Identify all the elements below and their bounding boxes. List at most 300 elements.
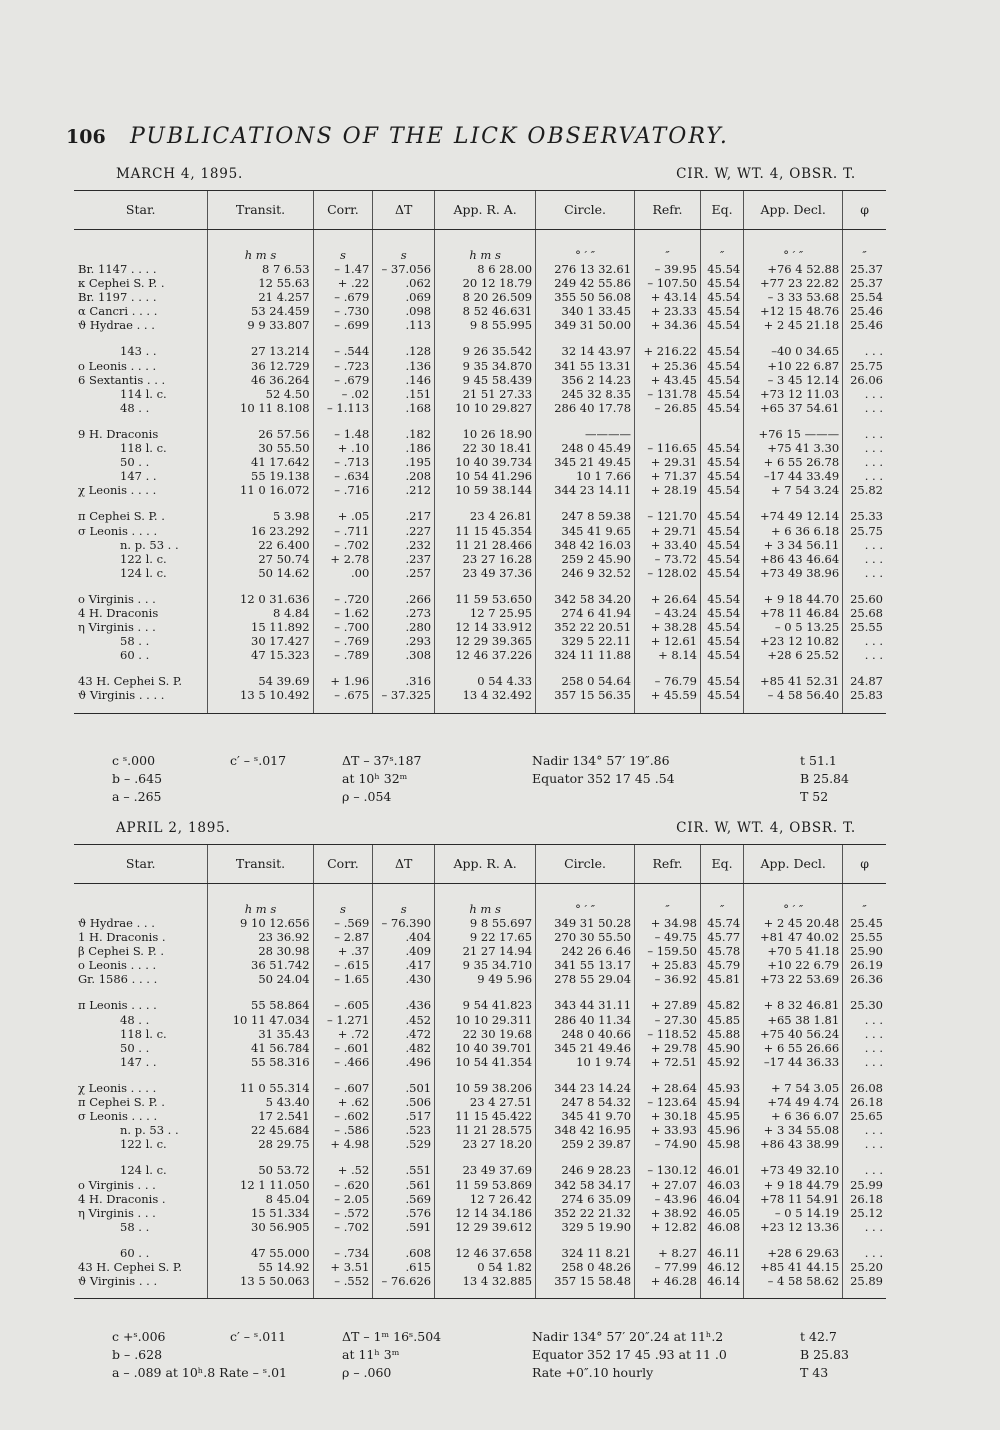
footer-temperature: T 43 — [800, 1365, 829, 1380]
spacer-cell — [435, 662, 536, 674]
spacer-cell — [536, 1151, 635, 1163]
transit-time: 10 11 8.108 — [208, 401, 313, 415]
latitude-phi: 25.33 — [843, 509, 886, 523]
apparent-declination: +78 11 54.91 — [744, 1192, 843, 1206]
circle-reading: 345 21 49.46 — [536, 1041, 635, 1055]
apparent-ra: 9 26 35.542 — [435, 344, 536, 358]
correction: – .620 — [313, 1178, 373, 1192]
spacer-cell — [208, 1234, 313, 1246]
transit-time: 12 0 31.636 — [208, 592, 313, 606]
refraction: + 27.07 — [635, 1178, 701, 1192]
transit-time: 53 24.459 — [208, 304, 313, 318]
apparent-declination: +74 49 4.74 — [744, 1095, 843, 1109]
correction: + .10 — [313, 441, 373, 455]
transit-time: 27 50.74 — [208, 552, 313, 566]
spacer-cell — [700, 415, 743, 427]
apparent-ra: 22 30 18.41 — [435, 441, 536, 455]
refraction: + 216.22 — [635, 344, 701, 358]
spacer-cell — [208, 662, 313, 674]
column-header: App. Decl. — [744, 191, 843, 230]
spacer-cell — [635, 415, 701, 427]
spacer-cell — [208, 1069, 313, 1081]
running-title: PUBLICATIONS OF THE LICK OBSERVATORY. — [130, 124, 729, 149]
transit-time: 28 29.75 — [208, 1137, 313, 1151]
circle-reading: 324 11 11.88 — [536, 648, 635, 662]
correction: – .466 — [313, 1055, 373, 1069]
apparent-ra: 13 4 32.492 — [435, 688, 536, 713]
star-name: n. p. 53 . . — [120, 537, 179, 552]
apparent-ra: 21 27 14.94 — [435, 944, 536, 958]
group-spacer — [74, 1151, 886, 1163]
delta-t: .529 — [373, 1137, 435, 1151]
footer-temperature: B 25.84 — [800, 771, 849, 786]
table-row — [74, 944, 886, 958]
circle-reading: 345 41 9.65 — [536, 524, 635, 538]
table-row — [74, 1055, 886, 1069]
delta-t: .168 — [373, 401, 435, 415]
star-name: 124 l. c. — [120, 565, 167, 580]
transit-time: 55 58.316 — [208, 1055, 313, 1069]
apparent-declination: + 6 55 26.66 — [744, 1041, 843, 1055]
refraction: + 45.59 — [635, 688, 701, 713]
footer-line — [112, 752, 892, 770]
correction: + 1.96 — [313, 674, 373, 688]
latitude-phi: 25.82 — [843, 483, 886, 497]
correction: – .675 — [313, 688, 373, 713]
star-name: η Virginis . . . — [78, 1205, 156, 1220]
transit-time: 9 10 12.656 — [208, 916, 313, 930]
spacer-cell — [700, 1151, 743, 1163]
unit-label: h m s — [208, 230, 313, 263]
latitude-phi: 25.55 — [843, 620, 886, 634]
apparent-declination: + 7 54 3.24 — [744, 483, 843, 497]
circle-reading: 286 40 17.78 — [536, 401, 635, 415]
latitude-phi: 25.46 — [843, 318, 886, 332]
apparent-ra: 12 46 37.658 — [435, 1246, 536, 1260]
equator-value: 45.85 — [700, 1013, 743, 1027]
refraction — [635, 427, 701, 441]
unit-label: h m s — [435, 230, 536, 263]
transit-time: 47 15.323 — [208, 648, 313, 662]
delta-t: .591 — [373, 1220, 435, 1234]
delta-t: .569 — [373, 1192, 435, 1206]
apparent-declination: +78 11 46.84 — [744, 606, 843, 620]
delta-t: .186 — [373, 441, 435, 455]
delta-t: .316 — [373, 674, 435, 688]
correction: – 1.271 — [313, 1013, 373, 1027]
refraction: + 38.92 — [635, 1206, 701, 1220]
apparent-ra: 10 10 29.311 — [435, 1013, 536, 1027]
section-header-april — [116, 820, 856, 842]
apparent-ra: 22 30 19.68 — [435, 1027, 536, 1041]
star-name: ϑ Virginis . . . . — [74, 688, 208, 713]
refraction: – 131.78 — [635, 387, 701, 401]
apparent-ra: 9 35 34.710 — [435, 958, 536, 972]
correction: – .544 — [313, 344, 373, 358]
apparent-ra: 9 35 34.870 — [435, 359, 536, 373]
apparent-ra: 11 15 45.422 — [435, 1109, 536, 1123]
table-row — [74, 469, 886, 483]
spacer-cell — [843, 1234, 886, 1246]
delta-t: – 76.390 — [373, 916, 435, 930]
refraction: – 49.75 — [635, 930, 701, 944]
latitude-phi: 25.60 — [843, 592, 886, 606]
spacer-cell — [313, 497, 373, 509]
spacer-cell — [635, 332, 701, 344]
circle-reading: 248 0 40.66 — [536, 1027, 635, 1041]
refraction: + 43.14 — [635, 290, 701, 304]
column-header: Circle. — [536, 191, 635, 230]
transit-time: 50 14.62 — [208, 566, 313, 580]
spacer-cell — [635, 1069, 701, 1081]
equator-value: 45.54 — [700, 318, 743, 332]
star-name: χ Leonis . . . . — [78, 1080, 157, 1095]
refraction: – 128.02 — [635, 566, 701, 580]
table-row — [74, 509, 886, 523]
page-number: 106 — [66, 126, 106, 148]
delta-t: .113 — [373, 318, 435, 332]
table-row — [74, 538, 886, 552]
apparent-ra: 23 49 37.69 — [435, 1163, 536, 1177]
transit-time: 13 5 50.063 — [208, 1274, 313, 1299]
table-row — [74, 1109, 886, 1123]
apparent-declination: +77 23 22.82 — [744, 276, 843, 290]
apparent-declination: +86 43 46.64 — [744, 552, 843, 566]
correction: + .37 — [313, 944, 373, 958]
column-header: Transit. — [208, 191, 313, 230]
circle-reading: 258 0 48.26 — [536, 1260, 635, 1274]
apparent-declination: +73 12 11.03 — [744, 387, 843, 401]
footer-nadir-equator: Nadir 134° 57′ 20″.24 at 11ʰ.2 — [532, 1329, 724, 1344]
spacer-cell — [435, 986, 536, 998]
correction: + 3.51 — [313, 1260, 373, 1274]
refraction: – 39.95 — [635, 262, 701, 276]
footer-temperature: t 51.1 — [800, 753, 837, 768]
table-row — [74, 930, 886, 944]
spacer-cell — [313, 1151, 373, 1163]
equator-value: 46.08 — [700, 1220, 743, 1234]
star-name: 122 l. c. — [120, 1137, 167, 1152]
table-row — [74, 276, 886, 290]
star-name: Gr. 1586 . . . . — [78, 972, 158, 987]
spacer-cell — [744, 580, 843, 592]
unit-label: ° ′ ″ — [744, 230, 843, 263]
transit-time: 16 23.292 — [208, 524, 313, 538]
spacer-cell — [208, 1151, 313, 1163]
apparent-declination: + 6 36 6.18 — [744, 524, 843, 538]
correction: – .552 — [313, 1274, 373, 1299]
latitude-phi: 25.20 — [843, 1260, 886, 1274]
delta-t: .430 — [373, 972, 435, 986]
footer-constant-c-prime: c′ – ˢ.017 — [230, 753, 287, 768]
apparent-ra: 12 46 37.226 — [435, 648, 536, 662]
spacer-cell — [435, 1151, 536, 1163]
delta-t: .608 — [373, 1246, 435, 1260]
equator-value: 45.54 — [700, 566, 743, 580]
equator-value: 45.54 — [700, 509, 743, 523]
refraction: + 28.19 — [635, 483, 701, 497]
transit-time: 11 0 16.072 — [208, 483, 313, 497]
latitude-phi: 25.75 — [843, 524, 886, 538]
apparent-declination: –17 44 33.49 — [744, 469, 843, 483]
latitude-phi: 26.18 — [843, 1095, 886, 1109]
delta-t: .212 — [373, 483, 435, 497]
spacer-cell — [435, 580, 536, 592]
apparent-ra: 0 54 4.33 — [435, 674, 536, 688]
spacer-cell — [313, 1069, 373, 1081]
spacer-cell — [744, 986, 843, 998]
refraction: + 8.14 — [635, 648, 701, 662]
circle-reading: 349 31 50.00 — [536, 318, 635, 332]
spacer-cell — [208, 580, 313, 592]
star-name: 114 l. c. — [120, 386, 167, 401]
table-row — [74, 441, 886, 455]
correction: – .679 — [313, 373, 373, 387]
spacer-cell — [208, 497, 313, 509]
delta-t: .237 — [373, 552, 435, 566]
observation-info: CIR. W, WT. 4, OBSR. T. — [676, 166, 856, 182]
equator-value: 45.54 — [700, 401, 743, 415]
table-row — [74, 566, 886, 580]
column-header: App. R. A. — [435, 845, 536, 884]
circle-reading: 348 42 16.95 — [536, 1123, 635, 1137]
star-name: 122 l. c. — [120, 551, 167, 566]
footer-delta-t: ρ – .060 — [342, 1365, 392, 1380]
transit-time: 12 1 11.050 — [208, 1178, 313, 1192]
apparent-ra: 12 14 34.186 — [435, 1206, 536, 1220]
equator-value: 45.54 — [700, 359, 743, 373]
apparent-ra: 10 40 39.734 — [435, 455, 536, 469]
transit-time: 26 57.56 — [208, 427, 313, 441]
apparent-declination: + 2 45 20.48 — [744, 916, 843, 930]
correction: .00 — [313, 566, 373, 580]
refraction: + 33.40 — [635, 538, 701, 552]
transit-time: 50 53.72 — [208, 1163, 313, 1177]
delta-t: .523 — [373, 1123, 435, 1137]
equator-value: 45.88 — [700, 1027, 743, 1041]
delta-t: .128 — [373, 344, 435, 358]
latitude-phi: 24.87 — [843, 674, 886, 688]
apparent-declination: +76 4 52.88 — [744, 262, 843, 276]
spacer-cell — [700, 332, 743, 344]
transit-time: 21 4.257 — [208, 290, 313, 304]
star-name: α Cancri . . . . — [78, 304, 158, 319]
apparent-declination: +81 47 40.02 — [744, 930, 843, 944]
latitude-phi: 25.75 — [843, 359, 886, 373]
circle-reading: 245 32 8.35 — [536, 387, 635, 401]
correction: – 1.65 — [313, 972, 373, 986]
apparent-ra: 23 4 26.81 — [435, 509, 536, 523]
refraction: + 26.64 — [635, 592, 701, 606]
spacer-cell — [843, 415, 886, 427]
spacer-cell — [536, 415, 635, 427]
apparent-ra: 0 54 1.82 — [435, 1260, 536, 1274]
apparent-ra: 11 21 28.575 — [435, 1123, 536, 1137]
latitude-phi: 25.37 — [843, 262, 886, 276]
table-row — [74, 972, 886, 986]
star-name: 48 . . — [120, 1012, 150, 1027]
equator-value: 45.54 — [700, 290, 743, 304]
spacer-cell — [744, 1069, 843, 1081]
spacer-cell — [536, 580, 635, 592]
column-header: Refr. — [635, 845, 701, 884]
apparent-ra: 12 29 39.612 — [435, 1220, 536, 1234]
spacer-cell — [536, 662, 635, 674]
reduction-constants-april — [112, 1328, 892, 1382]
unit-label: ″ — [635, 230, 701, 263]
spacer-cell — [435, 415, 536, 427]
spacer-cell — [843, 1151, 886, 1163]
latitude-phi: 25.54 — [843, 290, 886, 304]
equator-value: 45.94 — [700, 1095, 743, 1109]
spacer-cell — [635, 986, 701, 998]
spacer-cell — [700, 580, 743, 592]
spacer-cell — [373, 1069, 435, 1081]
equator-value: 45.54 — [700, 469, 743, 483]
star-name: Br. 1147 . . . . — [78, 262, 157, 276]
apparent-declination: +65 37 54.61 — [744, 401, 843, 415]
transit-time: 15 11.892 — [208, 620, 313, 634]
unit-label: ″ — [700, 884, 743, 917]
circle-reading: 345 21 49.45 — [536, 455, 635, 469]
spacer-cell — [313, 415, 373, 427]
latitude-phi: 25.46 — [843, 304, 886, 318]
column-header: Eq. — [700, 191, 743, 230]
apparent-ra: 23 4 27.51 — [435, 1095, 536, 1109]
circle-reading: 249 42 55.86 — [536, 276, 635, 290]
refraction: – 121.70 — [635, 509, 701, 523]
column-header-row — [74, 191, 886, 230]
apparent-ra: 10 26 18.90 — [435, 427, 536, 441]
spacer-cell — [843, 332, 886, 344]
group-spacer — [74, 415, 886, 427]
table-row — [74, 1137, 886, 1151]
star-name: 50 . . — [120, 455, 150, 470]
section-header-march — [116, 166, 856, 188]
circle-reading: 345 41 9.70 — [536, 1109, 635, 1123]
transit-time: 55 14.92 — [208, 1260, 313, 1274]
delta-t: .436 — [373, 998, 435, 1012]
transit-time: 47 55.000 — [208, 1246, 313, 1260]
star-name: χ Leonis . . . . — [78, 483, 157, 498]
spacer-cell — [373, 332, 435, 344]
correction: – .713 — [313, 455, 373, 469]
spacer-cell — [700, 497, 743, 509]
table-row — [74, 1027, 886, 1041]
table-row — [74, 674, 886, 688]
delta-t: .517 — [373, 1109, 435, 1123]
footer-temperature: t 42.7 — [800, 1329, 837, 1344]
apparent-declination: + 9 18 44.70 — [744, 592, 843, 606]
transit-time: 30 55.50 — [208, 441, 313, 455]
delta-t: .182 — [373, 427, 435, 441]
refraction: + 28.64 — [635, 1081, 701, 1095]
delta-t: .151 — [373, 387, 435, 401]
apparent-ra: 10 40 39.701 — [435, 1041, 536, 1055]
spacer-cell — [635, 662, 701, 674]
footer-constant-c: a – .089 at 10ʰ.8 Rate – ˢ.01 — [112, 1365, 287, 1380]
footer-constant-c: a – .265 — [112, 789, 162, 804]
transit-time: 55 58.864 — [208, 998, 313, 1012]
star-name: 6 Sextantis . . . — [78, 372, 166, 387]
equator-value: 45.54 — [700, 262, 743, 276]
refraction: + 71.37 — [635, 469, 701, 483]
refraction: + 29.78 — [635, 1041, 701, 1055]
equator-value: 45.54 — [700, 387, 743, 401]
spacer-cell — [536, 332, 635, 344]
circle-reading: 247 8 59.38 — [536, 509, 635, 523]
apparent-declination: + 3 34 55.08 — [744, 1123, 843, 1137]
refraction: + 25.36 — [635, 359, 701, 373]
refraction: – 118.52 — [635, 1027, 701, 1041]
equator-value: 46.05 — [700, 1206, 743, 1220]
circle-reading: 329 5 22.11 — [536, 634, 635, 648]
latitude-phi: . . . — [843, 441, 886, 455]
transit-time: 11 0 55.314 — [208, 1081, 313, 1095]
delta-t: .217 — [373, 509, 435, 523]
delta-t: .293 — [373, 634, 435, 648]
circle-reading: 259 2 45.90 — [536, 552, 635, 566]
column-header: φ — [843, 191, 886, 230]
latitude-phi: . . . — [843, 1220, 886, 1234]
apparent-ra: 10 10 29.827 — [435, 401, 536, 415]
table-row — [74, 1123, 886, 1137]
delta-t: .232 — [373, 538, 435, 552]
star-name: 118 l. c. — [120, 441, 167, 456]
transit-time: 8 7 6.53 — [208, 262, 313, 276]
correction: + .05 — [313, 509, 373, 523]
table-row — [74, 648, 886, 662]
star-name: 147 . . — [120, 469, 157, 484]
latitude-phi: . . . — [843, 1055, 886, 1069]
equator-value: 45.54 — [700, 606, 743, 620]
star-name: 9 H. Draconis — [78, 426, 159, 441]
apparent-declination: +28 6 25.52 — [744, 648, 843, 662]
correction: – .702 — [313, 538, 373, 552]
refraction: + 30.18 — [635, 1109, 701, 1123]
delta-t: .062 — [373, 276, 435, 290]
equator-value: 46.01 — [700, 1163, 743, 1177]
equator-value: 45.78 — [700, 944, 743, 958]
circle-reading: 341 55 13.17 — [536, 958, 635, 972]
spacer-cell — [313, 580, 373, 592]
correction: + .72 — [313, 1027, 373, 1041]
unit-label: s — [373, 884, 435, 917]
spacer-cell — [744, 662, 843, 674]
table-row — [74, 1220, 886, 1234]
spacer-cell — [843, 580, 886, 592]
spacer-cell — [635, 580, 701, 592]
correction: – .634 — [313, 469, 373, 483]
reduction-constants-march — [112, 752, 892, 806]
star-name: 43 H. Cephei S. P. — [78, 1259, 182, 1274]
correction: – .572 — [313, 1206, 373, 1220]
apparent-declination: +23 12 13.36 — [744, 1220, 843, 1234]
circle-reading: 344 23 14.11 — [536, 483, 635, 497]
apparent-ra: 23 49 37.36 — [435, 566, 536, 580]
delta-t: .146 — [373, 373, 435, 387]
table-row — [74, 1246, 886, 1260]
correction: – 1.48 — [313, 427, 373, 441]
apparent-ra: 8 6 28.00 — [435, 262, 536, 276]
footer-line — [112, 770, 892, 788]
equator-value: 45.54 — [700, 552, 743, 566]
table-row — [74, 688, 886, 713]
apparent-declination: – 0 5 14.19 — [744, 1206, 843, 1220]
delta-t: – 37.325 — [373, 688, 435, 713]
apparent-ra: 10 59 38.206 — [435, 1081, 536, 1095]
table-row — [74, 1095, 886, 1109]
